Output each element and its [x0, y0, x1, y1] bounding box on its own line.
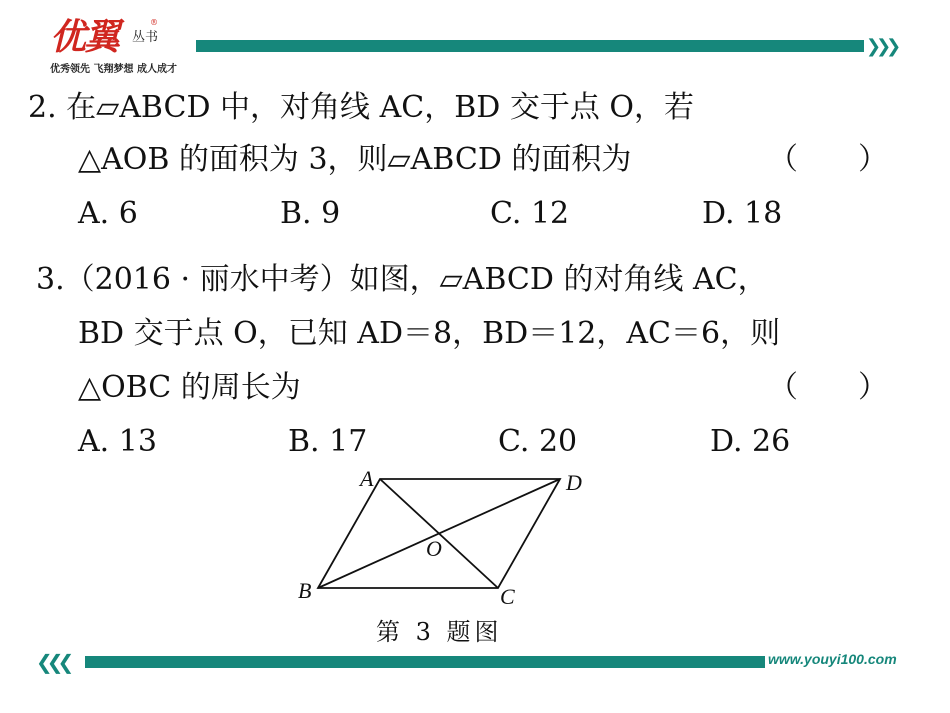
logo-text: 优翼 — [50, 17, 119, 58]
q3-option-b: B. 17 — [288, 424, 368, 459]
parallelogram-figure — [280, 460, 610, 610]
point-label-a: A — [360, 466, 374, 491]
chevron-right-icon: ❯❯❯ — [866, 36, 897, 57]
q2-option-d: D. 18 — [702, 196, 783, 231]
q2-line-1: 2. 在▱ABCD 中，对角线 AC，BD 交于点 O，若 — [28, 90, 694, 125]
footer — [0, 640, 950, 680]
q3-line-3: △OBC 的周长为 — [78, 370, 301, 405]
logo-registered-mark: ® — [150, 18, 158, 27]
q2-option-c: C. 12 — [490, 196, 570, 231]
q3-option-a: A. 13 — [78, 424, 157, 459]
logo-series: 丛书 — [132, 30, 159, 45]
point-label-c: C — [500, 584, 515, 609]
q3-line-2: BD 交于点 O，已知 AD＝8，BD＝12，AC＝6，则 — [78, 316, 781, 351]
q3-answer-blank: （ ） — [768, 370, 888, 405]
point-label-b: B — [298, 578, 312, 603]
q2-line-2: △AOB 的面积为 3，则▱ABCD 的面积为 — [78, 142, 632, 177]
footer-divider-bar — [85, 656, 765, 668]
footer-url-link[interactable]: www.youyi100.com — [768, 651, 897, 667]
q2-option-a: A. 6 — [78, 196, 138, 231]
chevron-left-icon: ❮❮❮ — [36, 650, 69, 674]
diagonal-bd — [318, 479, 560, 588]
q3-option-d: D. 26 — [710, 424, 791, 459]
q3-line-1: 3.（2016 · 丽水中考）如图，▱ABCD 的对角线 AC， — [36, 262, 768, 297]
figure-caption: 第 3 题图 — [376, 618, 503, 646]
q3-option-c: C. 20 — [498, 424, 578, 459]
point-label-d: D — [566, 470, 582, 495]
q2-option-b: B. 9 — [280, 196, 341, 231]
point-label-o: O — [426, 536, 442, 561]
logo-slogan: 优秀领先 飞翔梦想 成人成才 — [50, 64, 177, 75]
q2-answer-blank: （ ） — [768, 142, 888, 177]
